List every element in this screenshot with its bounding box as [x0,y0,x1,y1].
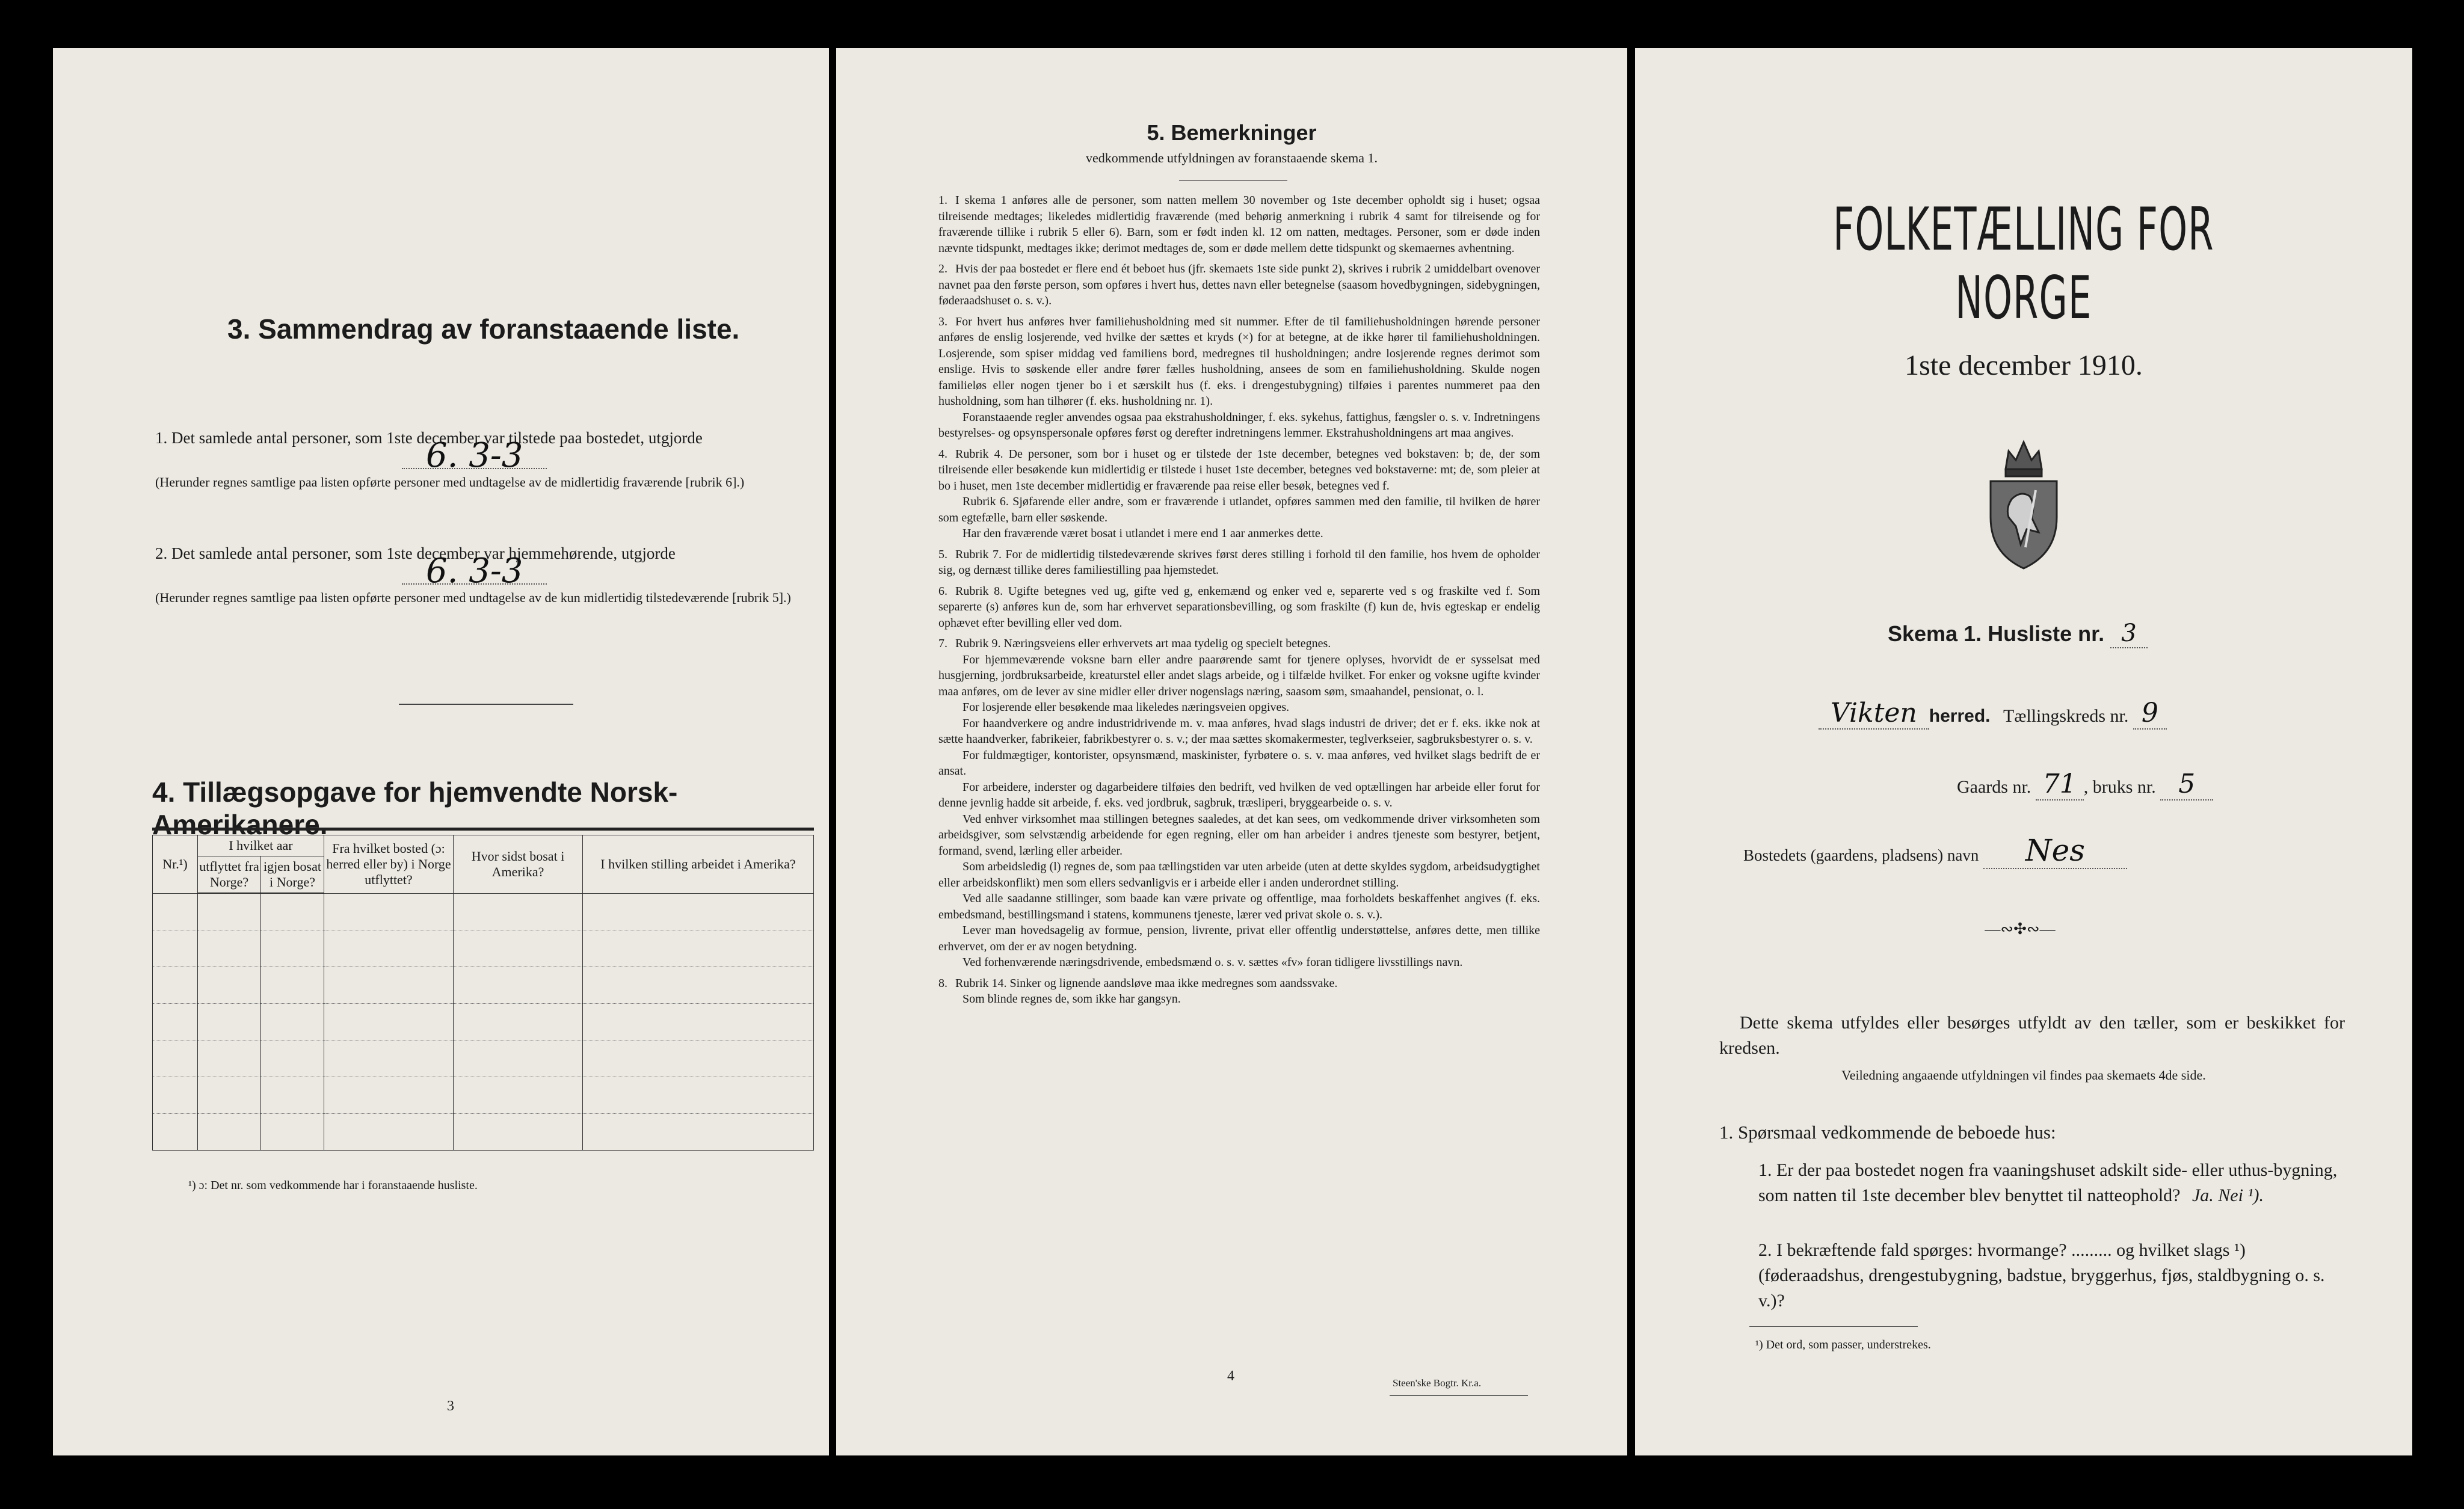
skema-line [1888,619,2148,648]
remark-paragraph [938,526,1540,542]
col-bosted-norge: Fra hvilket bosted (ɔ: herred eller by) i Norge utflyttet? [324,835,454,894]
remark-text: I skema 1 anføres alle de personer, som natten mellem 30 november og 1ste december opholdt sig i huset; ogsaa tilreisende medtages; likeledes midlertidig fraværende (med behørig anmerkning i rubrik 4 samt for tilreisende og for fraværende tillike i rubrik 5 eller 6). Barn, som er født inden kl. 12 om natten, medtages. Personer, som er døde inden nævnte tidspunkt, medtages ikke; derimot medtages de, som er døde mellem dette tidspunkt og skemaernes avhentning. [938,194,1540,255]
printer-imprint: Steen'ske Bogtr. Kr.a. [1393,1377,1482,1389]
question-1-answer: Ja. Nei ¹). [2191,1185,2264,1205]
question-1 [1758,1158,2354,1208]
remark-paragraph [938,891,1540,923]
remark-number: 2. [938,262,947,275]
remark-text: Rubrik 8. Ugifte betegnes ved ug, gifte ved g, enkemænd og enker ved e, separerte ved s og fraskilte ved f. Som separerte (s) anføres kun de, som har erhvervet separationsbevilling, og som fraskilte (f) kun de, hvis egteskap er endelig ophævet efter bevilling eller ved dom. [938,584,1540,630]
table-row [153,1004,814,1040]
remark-item [938,261,1540,309]
remark-paragraph [938,699,1540,716]
question-1-text: 1. Er der paa bostedet nogen fra vaaningshuset adskilt side- eller uthus-bygning, som natten til 1ste december blev benyttet til natteophold? [1758,1160,2338,1205]
remark-number: 6. [938,584,947,598]
col-stilling-amerika: I hvilken stilling arbeidet i Amerika? [583,835,814,894]
remark-text: For hjemmeværende voksne barn eller andre paarørende samt for tjenere oplyses, hvorvidt de er sysselsat med husgjerning, jordbruksarbeide, kreaturstel eller andet slags arbeide, og i tilfælde hvilket. For enker og voksne ugifte kvinder maa anføres, om de lever av sine midler eller driver nogenslags næring, saasom søm, smaahandel, pensionat, o. l. [938,653,1540,698]
section-divider [399,704,573,705]
footnote-rule [1749,1326,1918,1327]
page-left [53,48,829,1455]
col-utflyttet: utflyttet fra Norge? [198,856,261,894]
page-number: 4 [1227,1368,1234,1384]
bosted-line [1743,833,2127,869]
remark-text: Rubrik 6. Sjøfarende eller andre, som er fraværende i utlandet, opføres sammen med den familie, til hvilken de hører som egtefælle, barn eller søskende. [938,495,1540,524]
remark-text: Hvis der paa bostedet er flere end ét beboet hus (jfr. skemaets 1ste side punkt 2), skrives i rubrik 2 umiddelbart ovenover navnet paa den første person, som opføres i hvert hus, dettes navn eller betegnelse (saasom hovedbygningen, sidebygningen, føderaadshuset o. s. v.). [938,262,1540,307]
remark-paragraph [938,583,1540,632]
remark-number: 4. [938,447,947,461]
remark-text: For arbeidere, inderster og dagarbeidere tilføies den bedrift, ved hvilken de ved optællingen har arbeide eller forut for denne jevnlig hadde sit arbeide, f. eks. ved jordbruk, sagbruk, træsliperi, bryggearbeide o. s. v. [938,780,1540,810]
summary-item-2-note: (Herunder regnes samtlige paa listen opførte personer med undtagelse av de kun midlertidig tilstedeværende [rubrik 5].) [155,590,791,605]
remark-paragraph [938,446,1540,494]
footnote: ¹) Det ord, som passer, understrekes. [1755,1338,1931,1351]
form-title: FOLKETÆLLING FOR NORGE [1833,195,2214,333]
remark-text: Har den fraværende været bosat i utlandet i mere end 1 aar anmerkes dette. [962,527,1323,540]
remark-text: Som arbeidsledig (l) regnes de, som paa tællingstiden var uten arbeide (uten at dette skyldes sygdom, arbeidsudygtighet eller arbeidskonflikt) men som ellers sedvanligvis er i arbeide eller i anden underordnet stilling. [938,860,1540,890]
form-date: 1ste december 1910. [1905,349,2143,381]
remark-text: Rubrik 4. De personer, som bor i huset og er tilstede der 1ste december, betegnes ved bokstaven: b; de, der som tilreisende eller besøkende kun midlertidig er tilstede i huset 1ste december, betegnes ved bokstaverne: mt; de, som pleier at bo i huset, men 1ste december midlertidig er fraværende paa reise eller besøk, betegnes ved f. [938,447,1540,493]
table-row [153,967,814,1004]
summary-item-1-note: (Herunder regnes samtlige paa listen opførte personer med undtagelse av de midlertidig fraværende [rubrik 6].) [155,475,745,490]
remark-text: For hvert hus anføres hver familiehusholdning med sit nummer. Efter de til familiehusholdningen hørende personer anføres de enslig losjerende, ved hvilke der sættes et kryds (×) for at betegne, at de ikke hører til familiehusholdningen. Losjerende, som spiser middag ved familiens bord, medregnes til husholdningen; andre losjerende regnes derimot som enslige. Hvis to søskende eller andre fører fælles husholdning, ansees de som en familiehusholdning. Skulde nogen familieløs eller nogen tjener bo i et særskilt hus (f. eks. i drengestubygning) tilføies i parentes nummeret paa den husholdning, som han tilhører (f. eks. husholdning nr. 1). [938,315,1540,408]
remark-text: For haandverkere og andre industridrivende m. v. maa anføres, hvad slags industri de driver; det er f. eks. ikke nok at sætte haandverker, fabrikeier, fabrikbestyrer o. s. v.; der maa sættes skomakermester, teglverkseier, sagbruksbestyrer o. s. v. [938,716,1540,746]
section4-footnote: ¹) ɔ: Det nr. som vedkommende har i foranstaaende husliste. [188,1179,478,1192]
remark-text: For fuldmægtiger, kontorister, opsynsmænd, maskinister, fyrbøtere o. s. v. maa anføres, ved hvilket slags bedrift de er ansat. [938,748,1540,778]
summary-item-1-text: 1. Det samlede antal personer, som 1ste december var tilstede paa bostedet, utgjorde [155,429,703,447]
remark-text: Som blinde regnes de, som ikke har gangsyn. [962,992,1181,1006]
remark-number: 1. [938,194,947,207]
remark-paragraph [938,976,1540,992]
guide-note: Veiledning angaaende utfyldningen vil findes paa skemaets 4de side. [1841,1068,2206,1083]
remark-text: Rubrik 14. Sinker og lignende aandsløve maa ikke medregnes som aandssvake. [955,976,1338,990]
remark-item [938,976,1540,1007]
ornament-icon: —∾✣∾— [1985,920,2056,938]
remark-text: Ved enhver virksomhet maa stillingen betegnes saaledes, at det kan sees, om vedkommende driver virksomheten som arbeidsgiver, som selvstændig arbeidende for egen regning, eller om han arbeider i andres tjeneste som bestyrer, betjent, formand, svend, lærling eller arbeider. [938,812,1540,858]
kreds-label: Tællingskreds nr. [2003,706,2129,726]
herred-value: Vikten [1819,698,1929,730]
gaards-label: Gaards nr. [1957,777,2031,797]
bosted-label: Bostedets (gaardens, pladsens) navn [1743,846,1979,864]
remark-item [938,314,1540,441]
summary-item-2-text: 2. Det samlede antal personer, som 1ste december var hjemmehørende, utgjorde [155,544,676,562]
section5-subtitle: vedkommende utfyldningen av foranstaaende skema 1. [1085,150,1378,165]
remark-text: Rubrik 7. For de midlertidig tilstedeværende skrives først deres stilling i forhold til den familie, hos hvem de opholder sig, og dernæst tillike deres familiestilling paa hjemstedet. [938,547,1540,577]
remark-text: Rubrik 9. Næringsveiens eller erhvervets art maa tydelig og specielt betegnes. [955,637,1331,650]
remark-number: 5. [938,547,947,561]
remark-paragraph [938,954,1540,971]
husliste-nr: 3 [2110,619,2147,648]
remarks-list [938,192,1540,1012]
gaards-line [1957,769,2213,801]
table-row [153,1040,814,1077]
remark-paragraph [938,494,1540,526]
instruction-text: Dette skema utfyldes eller besørges utfyldt av den tæller, som er beskikket for kredsen. [1719,1013,2345,1058]
remark-paragraph [938,547,1540,579]
bruks-value: 5 [2160,769,2213,801]
question-2: 2. I bekræftende fald spørges: hvormange? ......... og hvilket slags ¹) (føderaadshus, drengestubygning, badstue, bryggerhus, fjøs, staldbygning o. s. v.)? [1758,1240,2325,1311]
bruks-label: , bruks nr. [2083,777,2156,797]
remark-paragraph [938,314,1540,410]
remark-text: Lever man hovedsagelig av formue, pension, livrente, privat eller offentlig understøttelse, anføres dette, men tillike erhvervet, om der er av nogen betydning. [938,924,1540,953]
skema-label: Skema 1. Husliste nr. [1888,621,2105,646]
page-right [1635,48,2412,1455]
remark-paragraph [938,261,1540,309]
kreds-value: 9 [2133,698,2167,730]
norsk-amerikanere-table [152,835,814,1151]
summary-item-1 [155,426,823,491]
handwritten-count-2: 6. 3-3 [402,559,547,585]
remark-item [938,636,1540,971]
table-row [153,1114,814,1151]
remark-paragraph [938,779,1540,811]
remark-paragraph [938,991,1540,1007]
remark-paragraph [938,859,1540,891]
norwegian-coat-of-arms-icon [1979,427,2069,571]
col-bosat-amerika: Hvor sidst bosat i Amerika? [454,835,583,894]
remark-number: 7. [938,637,947,650]
table-row [153,930,814,967]
page-number: 3 [447,1398,454,1414]
remark-number: 3. [938,315,947,328]
gaards-value: 71 [2036,769,2084,801]
section4-rule [152,828,814,831]
herred-line [1819,698,2167,730]
remark-paragraph [938,192,1540,256]
summary-item-2 [155,541,823,607]
bosted-value: Nes [1983,833,2127,869]
remark-item [938,547,1540,579]
remark-paragraph [938,410,1540,441]
remark-item [938,583,1540,632]
handwritten-count-1: 6. 3-3 [402,444,547,469]
remark-text: For losjerende eller besøkende maa likeledes næringsveien opgives. [962,701,1290,714]
herred-label: herred. [1929,706,1991,726]
remark-paragraph [938,748,1540,779]
remark-item [938,446,1540,542]
table-row [153,893,814,930]
remark-text: Ved forhenværende næringsdrivende, embedsmænd o. s. v. sættes «fv» foran tidligere livsstillings navn. [962,956,1463,969]
remark-item [938,192,1540,256]
group-header-aar: I hvilket aar [198,835,324,856]
remark-text: Ved alle saadanne stillinger, som baade kan være private og offentlige, maa forholdets beskaffenhet angives (f. eks. embedsmand, bestillingsmand i statens, kommunens tjeneste, lærer ved privat skole o. s. v.). [938,892,1540,921]
col-igjen-bosat: igjen bosat i Norge? [261,856,324,894]
page-middle [836,48,1627,1455]
remark-number: 8. [938,976,947,990]
col-nr: Nr.¹) [153,835,198,894]
remark-paragraph [938,652,1540,700]
printer-rule [1390,1395,1528,1396]
section4-title: 4. Tillægsopgave for hjemvendte Norsk-Amerikanere. [152,776,678,840]
questions-heading: 1. Spørsmaal vedkommende de beboede hus: [1719,1122,2056,1143]
table-row [153,1077,814,1114]
remark-paragraph [938,923,1540,954]
section3-title: 3. Sammendrag av foranstaaende liste. [227,313,740,345]
remark-paragraph [938,811,1540,859]
remark-paragraph [938,636,1540,652]
section5-title: 5. Bemerkninger [1147,120,1317,145]
section5-rule [1179,180,1287,181]
remark-paragraph [938,716,1540,748]
remark-text: Foranstaaende regler anvendes ogsaa paa ekstrahusholdninger, f. eks. sykehus, fattighus, fængsler o. s. v. Indretningens bestyrelses- og opsynspersonale opføres først og derefter indretningens lemmer. Ekstrahusholdningens art maa angives. [938,410,1540,440]
